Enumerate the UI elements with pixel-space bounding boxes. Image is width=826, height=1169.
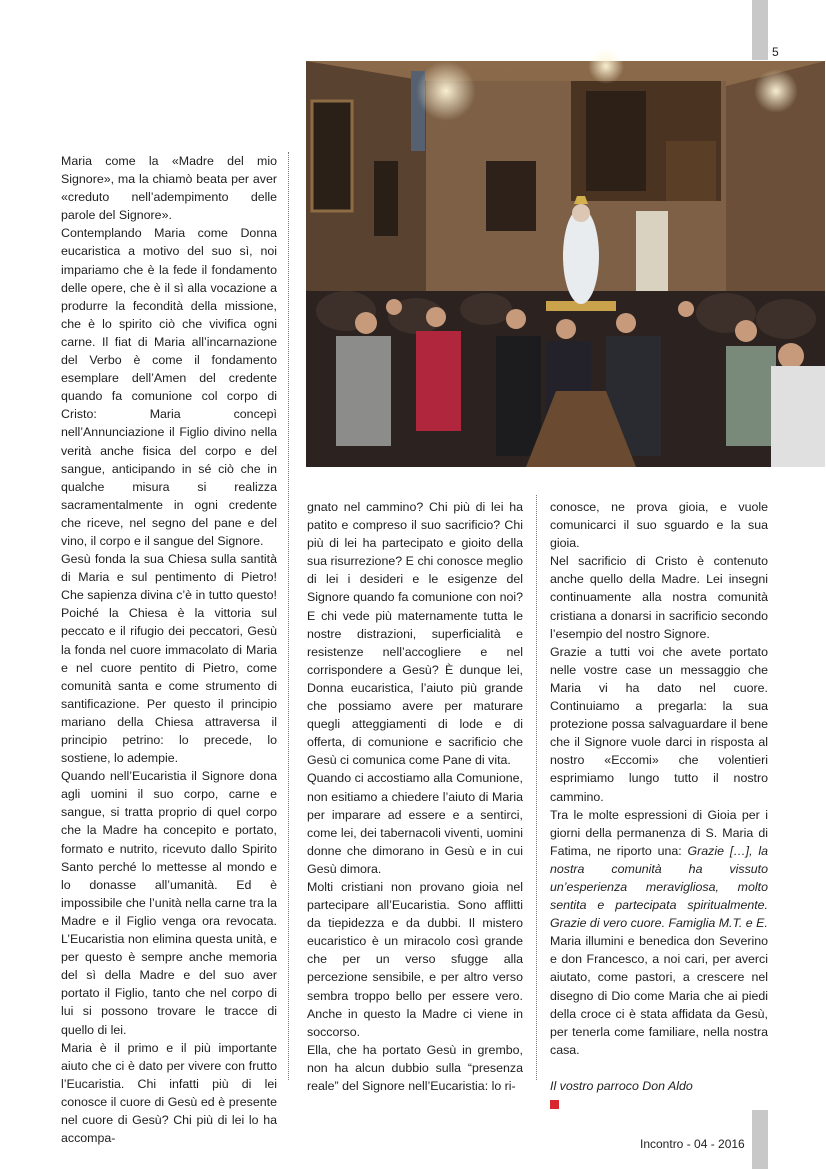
page-tab-top [752, 0, 768, 60]
text-column-3 [550, 498, 768, 1093]
paragraph: Ella, che ha portato Gesù in grembo, non ha alcun dubbio sulla “presenza reale” del Signore nell’Eucaristia: lo ri- [307, 1042, 523, 1093]
column-separator [536, 495, 537, 1080]
text-column-1 [61, 152, 277, 1146]
column-separator [288, 152, 289, 1080]
paragraph: Grazie a tutti voi che avete portato nelle vostre case un messaggio che Maria vi ha dato nel cuore. Continuiamo a pregarla: la sua protezione possa salvaguardare il bene che il Signore vuole darci in risposta al nostro «Eccomi» che volentieri esprimiamo lungo tutto il nostro cammino. [550, 644, 768, 804]
paragraph: Contemplando Maria come Donna eucaristica a motivo del suo sì, noi impariamo che è la fede il fondamento delle opere, che è il sì alla vocazione a produrre la fecondità della missione, che è lo spirito ciò che vivifica ogni carne. Il fiat di Maria all’incarnazione del Verbo è come il fondamento esemplare dell’Amen del credente quando fa comunione col corpo di Cristo: Maria concepì nell’Annunciazione il Figlio divino nella verità anche fisica del corpo e del sangue, anticipando in sé ciò che in qualche misura si realizza sacramentalmente in ogni credente che riceve, nel segno del pane e del vino, il corpo e il sangue del Signore. [61, 226, 277, 548]
paragraph: Nel sacrificio di Cristo è contenuto anche quello della Madre. Lei insegni continuamente alla nostra comunità cristiana a donarsi in sacrificio secondo l’esempio del nostro Signore. [550, 554, 768, 641]
end-marker-square [550, 1100, 559, 1109]
paragraph: Molti cristiani non provano gioia nel partecipare all’Eucaristia. Sono afflitti da tiepidezza e da dubbi. Il mistero eucaristico è un miracolo così grande che per un verso sfugge alla percezione sensibile, e per altro verso sembra troppo bello per essere vero. Anche in questo la Madre ci viene in soccorso. [307, 879, 523, 1039]
page-number: 5 [772, 45, 779, 59]
paragraph: Gesù fonda la sua Chiesa sulla santità di Maria e sul pentimento di Pietro! Che sapienza divina c’è in tutto questo! Poiché la Chiesa è la vittoria sul peccato e il rifugio dei peccatori, Gesù la fonda nel cuore immacolato di Maria e nel cuore pentito di Pietro, come comunità santa e come strumento di santificazione. Per questo il principio mariano della Chiesa attraversa il principio petrino: lo precede, lo sostiene, lo adempie. [61, 552, 277, 766]
paragraph: Maria come la «Madre del mio Signore», ma la chiamò beata per aver «creduto nell’adempimento delle parole del Signore». [61, 154, 277, 223]
paragraph: conosce, ne prova gioia, e vuole comunicarci il suo sguardo e la sua gioia. [550, 500, 768, 551]
procession-photo [306, 61, 825, 467]
page-footer: Incontro - 04 - 2016 [640, 1137, 745, 1151]
page-tab-bottom [752, 1110, 768, 1169]
signature: Il vostro parroco Don Aldo [550, 1078, 693, 1093]
testimony-paragraph [550, 806, 768, 933]
testimony-quote: Grazie […], la nostra comunità ha vissuto un’esperienza meravigliosa, molto sentita e partecipata spiritualmente. Grazie di vero cuore. Famiglia M.T. e E. [550, 843, 768, 931]
closing-paragraph: Maria illumini e benedica don Severino e don Francesco, a noi cari, per averci aiutato, come pastori, a crescere nel disegno di Dio come Maria che ai piedi della croce ci è stata affidata da Gesù, per tenerla come familiare, nella nostra casa. [550, 934, 768, 1057]
testimony-intro: Tra le molte espressioni di Gioia per i giorni della permanenza di S. Maria di Fatima, ne riporto una: [550, 807, 768, 858]
paragraph: Quando nell’Eucaristia il Signore dona agli uomini il suo corpo, carne e sangue, si tratta proprio di quel corpo che la Madre ha concepito e portato, formato e nutrito, ricevuto dallo Spirito Santo perché lo mettesse al mondo e lo donasse all’umanità. Ed è impossibile che l’unità nella carne tra la Madre e il Figlio venga ora revocata. L’Eucaristia non elimina questa unità, e per questo è sempre anche memoria del sì della Madre e del suo aver portato il Figlio, tanto che nel corpo di lui si possono trovare le tracce di quello di lei. [61, 769, 277, 1037]
paragraph: gnato nel cammino? Chi più di lei ha patito e compreso il suo sacrificio? Chi più di lei ha partecipato e gioito della sua risurrezione? E chi conosce meglio di lei i desideri e le esigenze del Signore quando fa comunione con noi? E chi vede più maternamente tutta le nostre distrazioni, superficialità e resistenze nell’accogliere e nel corrispondere a Gesù? È dunque lei, Donna eucaristica, l’aiuto più grande che possiamo avere per maturare quegli atteggiamenti di lode e di offerta, di comunione e sacrificio che Gesù ci comunica come Pane di vita. [307, 500, 523, 768]
text-column-2 [307, 498, 523, 1093]
paragraph: Maria è il primo e il più importante aiuto che ci è dato per vivere con frutto l’Eucaristia. Chi infatti più di lei conosce il cuore di Gesù ed è presente nel cuore di Gesù? Chi più di lei lo ha accompa- [61, 1040, 277, 1146]
paragraph: Quando ci accostiamo alla Comunione, non esitiamo a chiedere l’aiuto di Maria per imparare ad essere e a sentirci, come lei, dei tabernacoli viventi, uomini donne che dimorano in Gesù e in cui Gesù dimora. [307, 771, 523, 876]
